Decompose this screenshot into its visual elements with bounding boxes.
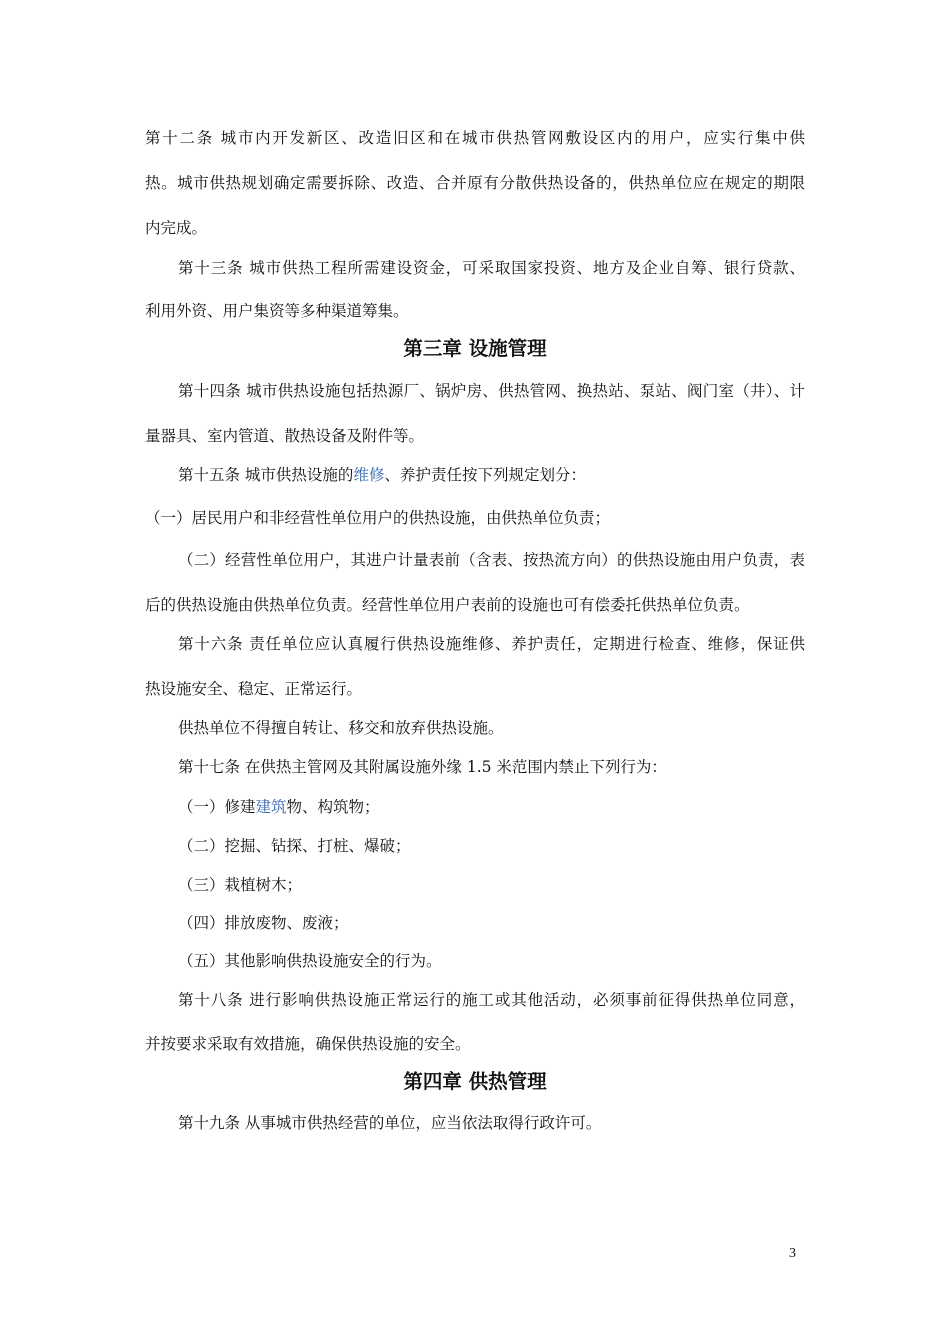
article-17-item-5: （五）其他影响供热设施安全的行为。 xyxy=(178,952,442,970)
article-13-line-2: 利用外资、用户集资等多种渠道筹集。 xyxy=(145,302,409,320)
article-18-line-1: 第十八条 进行影响供热设施正常运行的施工或其他活动，必须事前征得供热单位同意， xyxy=(178,991,805,1009)
article-14-line-2: 量器具、室内管道、散热设备及附件等。 xyxy=(145,427,425,445)
page-number: 3 xyxy=(789,1246,796,1261)
article-19-line-1: 第十九条 从事城市供热经营的单位，应当依法取得行政许可。 xyxy=(178,1114,602,1132)
article-17-item-1-post: 物、构筑物； xyxy=(286,798,380,816)
article-12-line-2: 热。城市供热规划确定需要拆除、改造、合并原有分散供热设备的，供热单位应在规定的期限 xyxy=(145,174,805,192)
article-17-item-2: （二）挖掘、钻探、打桩、爆破； xyxy=(178,837,411,855)
article-16-line-2: 热设施安全、稳定、正常运行。 xyxy=(145,680,363,698)
article-15-item-2-line-2: 后的供热设施由供热单位负责。经营性单位用户表前的设施也可有偿委托供热单位负责。 xyxy=(145,596,750,614)
article-12-line-3: 内完成。 xyxy=(145,219,208,237)
article-16-line-3: 供热单位不得擅自转让、移交和放弃供热设施。 xyxy=(178,719,504,737)
article-14-line-1: 第十四条 城市供热设施包括热源厂、锅炉房、供热管网、换热站、泵站、阀门室（井）、计 xyxy=(178,382,805,400)
article-13-line-1: 第十三条 城市供热工程所需建设资金，可采取国家投资、地方及企业自筹、银行贷款、 xyxy=(178,259,805,277)
article-15-line-1 xyxy=(178,465,586,485)
article-15-item-2-line-1: （二）经营性单位用户，其进户计量表前（含表、按热流方向）的供热设施由用户负责，表 xyxy=(178,551,805,569)
article-15-text-pre: 第十五条 城市供热设施的 xyxy=(178,466,354,484)
article-15-item-1: （一）居民用户和非经营性单位用户的供热设施，由供热单位负责； xyxy=(145,509,611,527)
article-15-text-post: 、养护责任按下列规定划分： xyxy=(384,466,586,484)
article-17-item-1-pre: （一）修建 xyxy=(178,798,256,816)
article-18-line-2: 并按要求采取有效措施，确保供热设施的安全。 xyxy=(145,1035,471,1053)
chapter-4-heading: 第四章 供热管理 xyxy=(403,1070,547,1093)
article-17-item-3: （三）栽植树木； xyxy=(178,876,303,894)
chapter-3-heading: 第三章 设施管理 xyxy=(403,337,547,360)
article-17-line-1: 第十七条 在供热主管网及其附属设施外缘 1.5 米范围内禁止下列行为： xyxy=(178,758,667,776)
building-link[interactable]: 建筑 xyxy=(255,798,287,816)
article-17-item-4: （四）排放废物、废液； xyxy=(178,914,349,932)
article-16-line-1: 第十六条 责任单位应认真履行供热设施维修、养护责任，定期进行检查、维修，保证供 xyxy=(178,635,805,653)
article-17-item-1 xyxy=(178,797,380,817)
repair-link[interactable]: 维修 xyxy=(353,466,385,484)
article-12-line-1: 第十二条 城市内开发新区、改造旧区和在城市供热管网敷设区内的用户，应实行集中供 xyxy=(145,129,805,147)
